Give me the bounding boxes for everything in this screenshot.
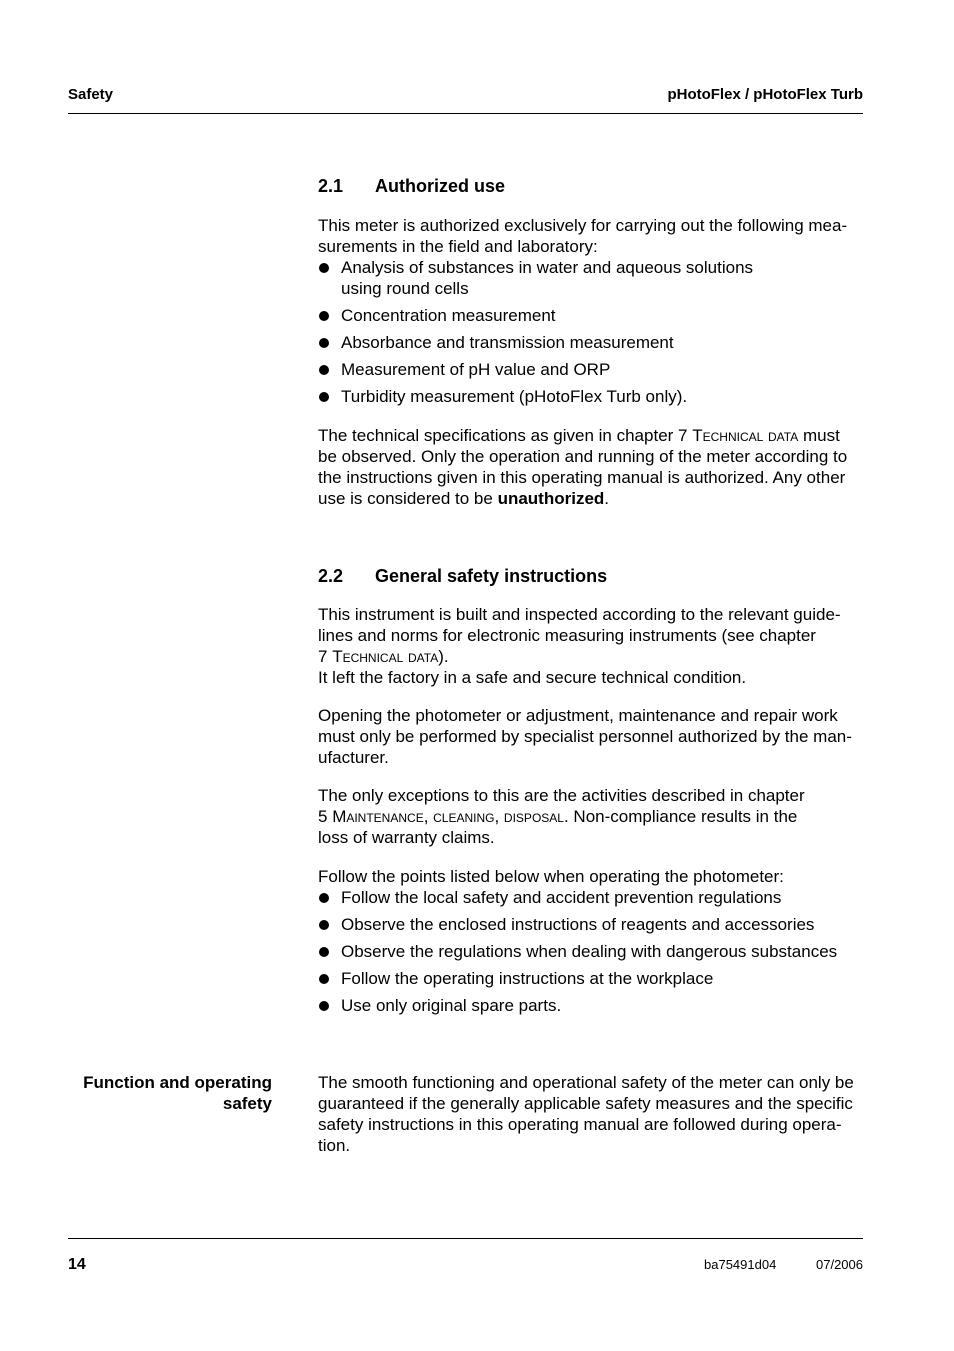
text-line: The smooth functioning and operational safety of the meter can only be	[318, 1073, 854, 1092]
list-item	[318, 332, 866, 353]
footer-rule	[68, 1238, 863, 1239]
text-line: Function and operating	[83, 1073, 272, 1092]
text-line: .	[604, 489, 610, 508]
text-line: It left the factory in a safe and secure technical condition.	[318, 668, 747, 687]
section-number: 2.1	[318, 176, 344, 196]
text-line: safety instructions in this operating manual are followed during opera-	[318, 1115, 842, 1134]
list-item-text: Follow the local safety and accident prevention regulations	[341, 888, 782, 907]
emphasis: unauthorized	[497, 489, 605, 508]
list-item	[318, 914, 866, 935]
bullet-icon	[319, 392, 329, 402]
text-line: loss of warranty claims.	[318, 828, 495, 847]
text-line: be observed. Only the operation and running of the meter according to	[318, 447, 848, 466]
bullet-list	[318, 257, 866, 407]
text-line: This instrument is built and inspected according to the relevant guide-	[318, 605, 841, 624]
page-number: 14	[68, 1256, 86, 1273]
text-line: guaranteed if the generally applicable safety measures and the specific	[318, 1094, 853, 1113]
chapter-reference: Technical data	[692, 426, 799, 445]
paragraph	[318, 425, 866, 509]
text-line: use is considered to be	[318, 489, 498, 508]
list-item-text: Use only original spare parts.	[341, 996, 562, 1015]
text-line: the instructions given in this operating manual is authorized. Any other	[318, 468, 846, 487]
bullet-icon	[319, 365, 329, 375]
text-line: 7	[318, 647, 333, 666]
bullet-icon	[319, 920, 329, 930]
list-item-text: using round cells	[341, 279, 469, 298]
list-item-text: Observe the enclosed instructions of reagents and accessories	[341, 915, 815, 934]
section-number: 2.2	[318, 566, 344, 586]
text-line: The technical specifications as given in chapter 7	[318, 426, 693, 445]
section-title: Authorized use	[375, 176, 506, 196]
bullet-icon	[319, 311, 329, 321]
chapter-reference: Maintenance, cleaning, disposal	[332, 807, 564, 826]
list-item	[318, 887, 866, 908]
paragraph	[318, 866, 866, 1016]
margin-heading	[52, 1072, 272, 1114]
section-title: General safety instructions	[375, 566, 608, 586]
paragraph	[318, 215, 866, 257]
text-line: This meter is authorized exclusively for carrying out the following mea-	[318, 216, 848, 235]
bullet-icon	[319, 338, 329, 348]
list-item	[318, 386, 866, 407]
list-item-text: Observe the regulations when dealing with dangerous substances	[341, 942, 838, 961]
list-item	[318, 359, 866, 380]
paragraph	[318, 604, 866, 688]
bullet-icon	[319, 1001, 329, 1011]
header-rule	[68, 113, 863, 114]
text-line: Opening the photometer or adjustment, maintenance and repair work	[318, 706, 838, 725]
text-line: ).	[438, 647, 449, 666]
paragraph	[318, 785, 866, 848]
document-date: 07/2006	[816, 1257, 863, 1272]
running-header-right: pHotoFlex / pHotoFlex Turb	[667, 86, 863, 103]
chapter-reference: Technical data	[332, 647, 439, 666]
bullet-list	[318, 887, 866, 1016]
bullet-icon	[319, 947, 329, 957]
section-heading-2-2	[318, 566, 866, 587]
list-item	[318, 968, 866, 989]
text-line: . Non-compliance results in the	[563, 807, 798, 826]
section-2-1-body	[318, 215, 866, 407]
list-item-text: Follow the operating instructions at the workplace	[341, 969, 714, 988]
section-heading-2-1	[318, 176, 866, 197]
list-item-text: Turbidity measurement (pHotoFlex Turb only).	[341, 387, 688, 406]
text-line: Follow the points listed below when operating the photometer:	[318, 867, 784, 886]
list-item	[318, 305, 866, 326]
text-line: safety	[222, 1094, 272, 1113]
list-item	[318, 995, 866, 1016]
list-item-text: Concentration measurement	[341, 306, 556, 325]
running-header-left: Safety	[68, 86, 114, 103]
text-line: 5	[318, 807, 333, 826]
text-line: ufacturer.	[318, 748, 389, 767]
text-line: lines and norms for electronic measuring instruments (see chapter	[318, 626, 816, 645]
text-line: The only exceptions to this are the activities described in chapter	[318, 786, 805, 805]
bullet-icon	[319, 263, 329, 273]
bullet-icon	[319, 974, 329, 984]
paragraph	[318, 705, 866, 768]
paragraph	[318, 1072, 866, 1156]
text-line: tion.	[318, 1136, 351, 1155]
text-line: surements in the field and laboratory:	[318, 237, 598, 256]
list-item-text: Measurement of pH value and ORP	[341, 360, 611, 379]
list-item-text: Analysis of substances in water and aqueous solutions	[341, 258, 754, 277]
document-id: ba75491d04	[704, 1257, 777, 1272]
bullet-icon	[319, 893, 329, 903]
list-item	[318, 941, 866, 962]
text-line: must only be performed by specialist personnel authorized by the man-	[318, 727, 852, 746]
list-item	[318, 257, 866, 299]
text-line: must	[798, 426, 840, 445]
list-item-text: Absorbance and transmission measurement	[341, 333, 674, 352]
